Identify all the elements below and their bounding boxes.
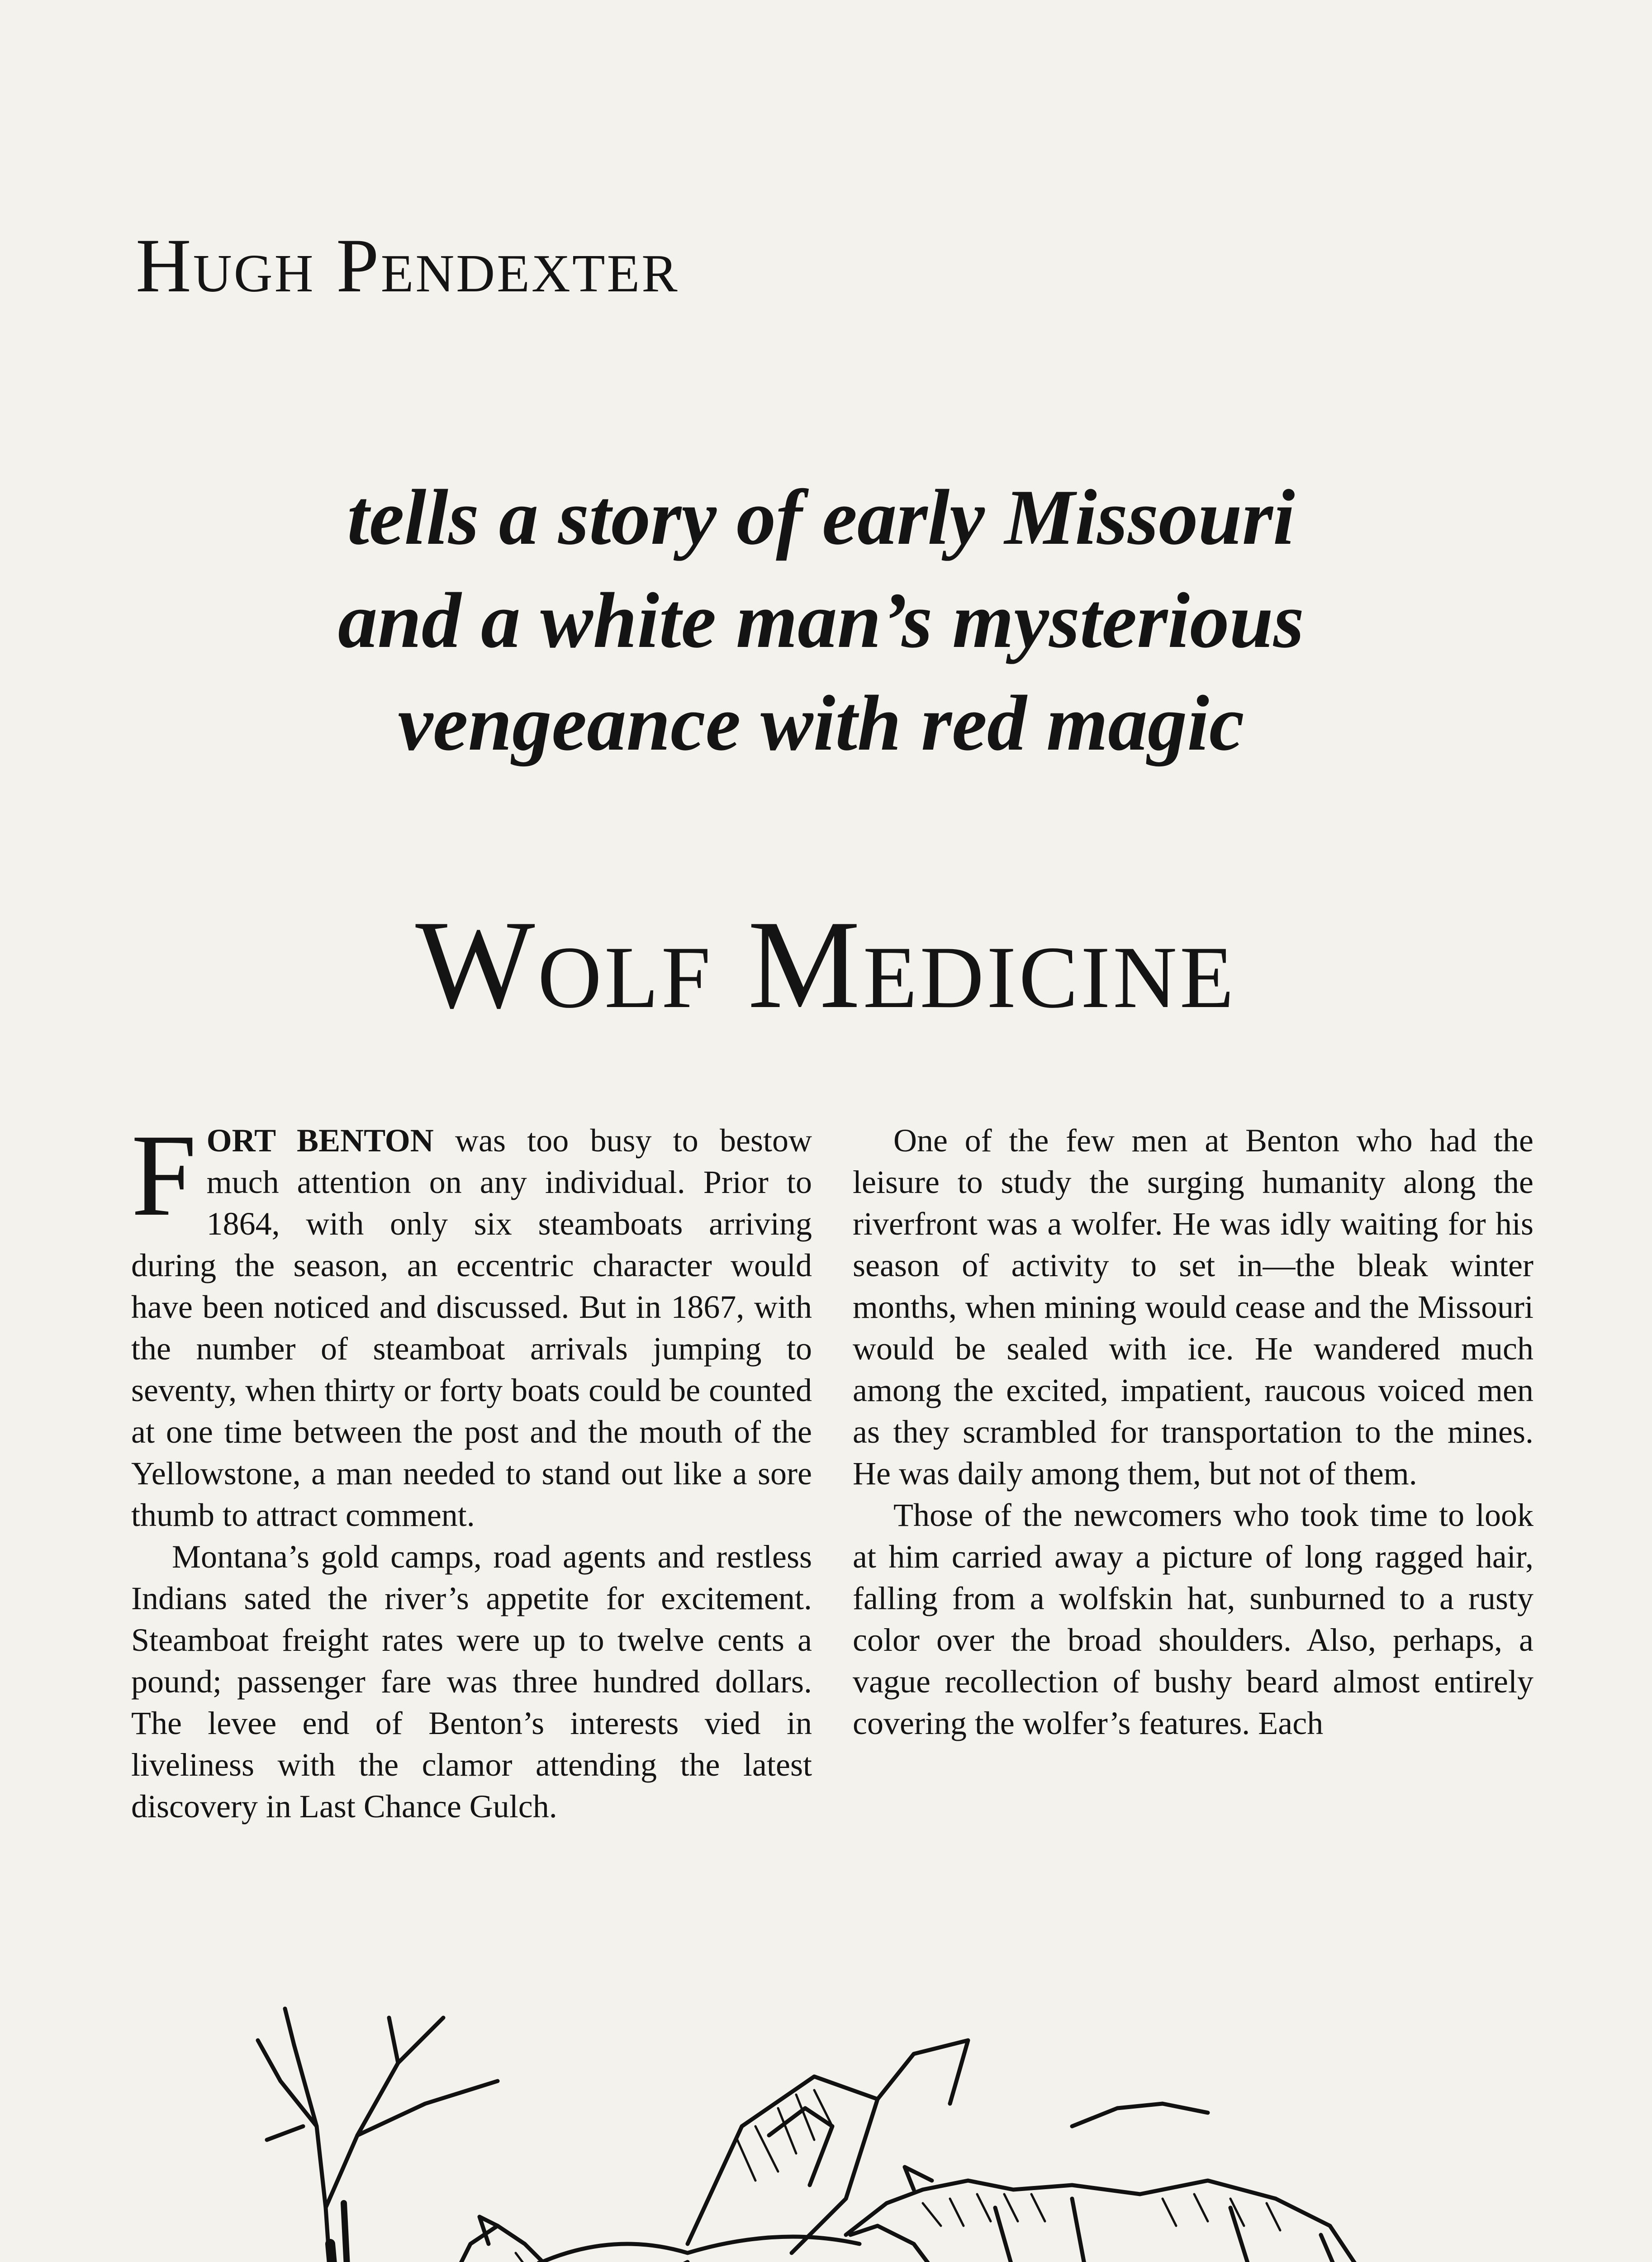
lead-caps: ORT BENTON xyxy=(206,1122,434,1159)
tagline-line-1: tells a story of early Missouri xyxy=(347,473,1295,561)
article-paragraph-2: Montana’s gold camps, road agents and restless Indians sated the river’s appetite for excitement. Steamboat freight rates were up to twelve cents a pound; passenger fare was three hundred dollars. The levee end of Benton’s interests vied in liveliness with the clamor attending the latest discovery in Last Chance Gulch. xyxy=(131,1539,812,1825)
drop-cap: F xyxy=(131,1120,197,1240)
text-column-right xyxy=(853,1120,1533,1925)
tagline-line-2: and a white man’s mysterious xyxy=(338,576,1304,664)
article-paragraph-4: Those of the newcomers who took time to look at him carried away a picture of long ragged hair, falling from a wolfskin hat, sunburned to a rusty color over the broad shoulders. Also, perhaps, a vague recollection of bushy beard almost entirely covering the wolfer’s features. Each xyxy=(853,1497,1533,1741)
tagline-line-3: vengeance with red magic xyxy=(398,679,1244,767)
wolves-illustration xyxy=(145,1991,1502,2262)
article-paragraph-1 xyxy=(131,1120,812,1536)
story-tagline xyxy=(271,466,1371,775)
text-column-left xyxy=(131,1120,812,1925)
article-paragraph-3: One of the few men at Benton who had the leisure to study the surging humanity along the riverfront was a wolfer. He was idly waiting for his season of activity to set in—the bleak winter months, when mining would cease and the Missouri would be sealed with ice. He wandered much among the excited, impatient, raucous voiced men as they scrambled for transportation to the mines. He was daily among them, but not of them. xyxy=(853,1122,1533,1492)
author-name: Hugh Pendexter xyxy=(136,223,679,308)
paragraph-1-text: was too busy to bestow much attention on any individual. Prior to 1864, with only six steamboats arriving during the season, an eccentric character would have been noticed and discussed. But in 1867, with the number of steamboat arrivals jumping to seventy, when thirty or forty boats could be counted at one time between the post and the mouth of the Yellowstone, a man needed to stand out like a sore thumb to attract comment. xyxy=(131,1122,812,1533)
story-title: Wolf Medicine xyxy=(415,894,1237,1035)
